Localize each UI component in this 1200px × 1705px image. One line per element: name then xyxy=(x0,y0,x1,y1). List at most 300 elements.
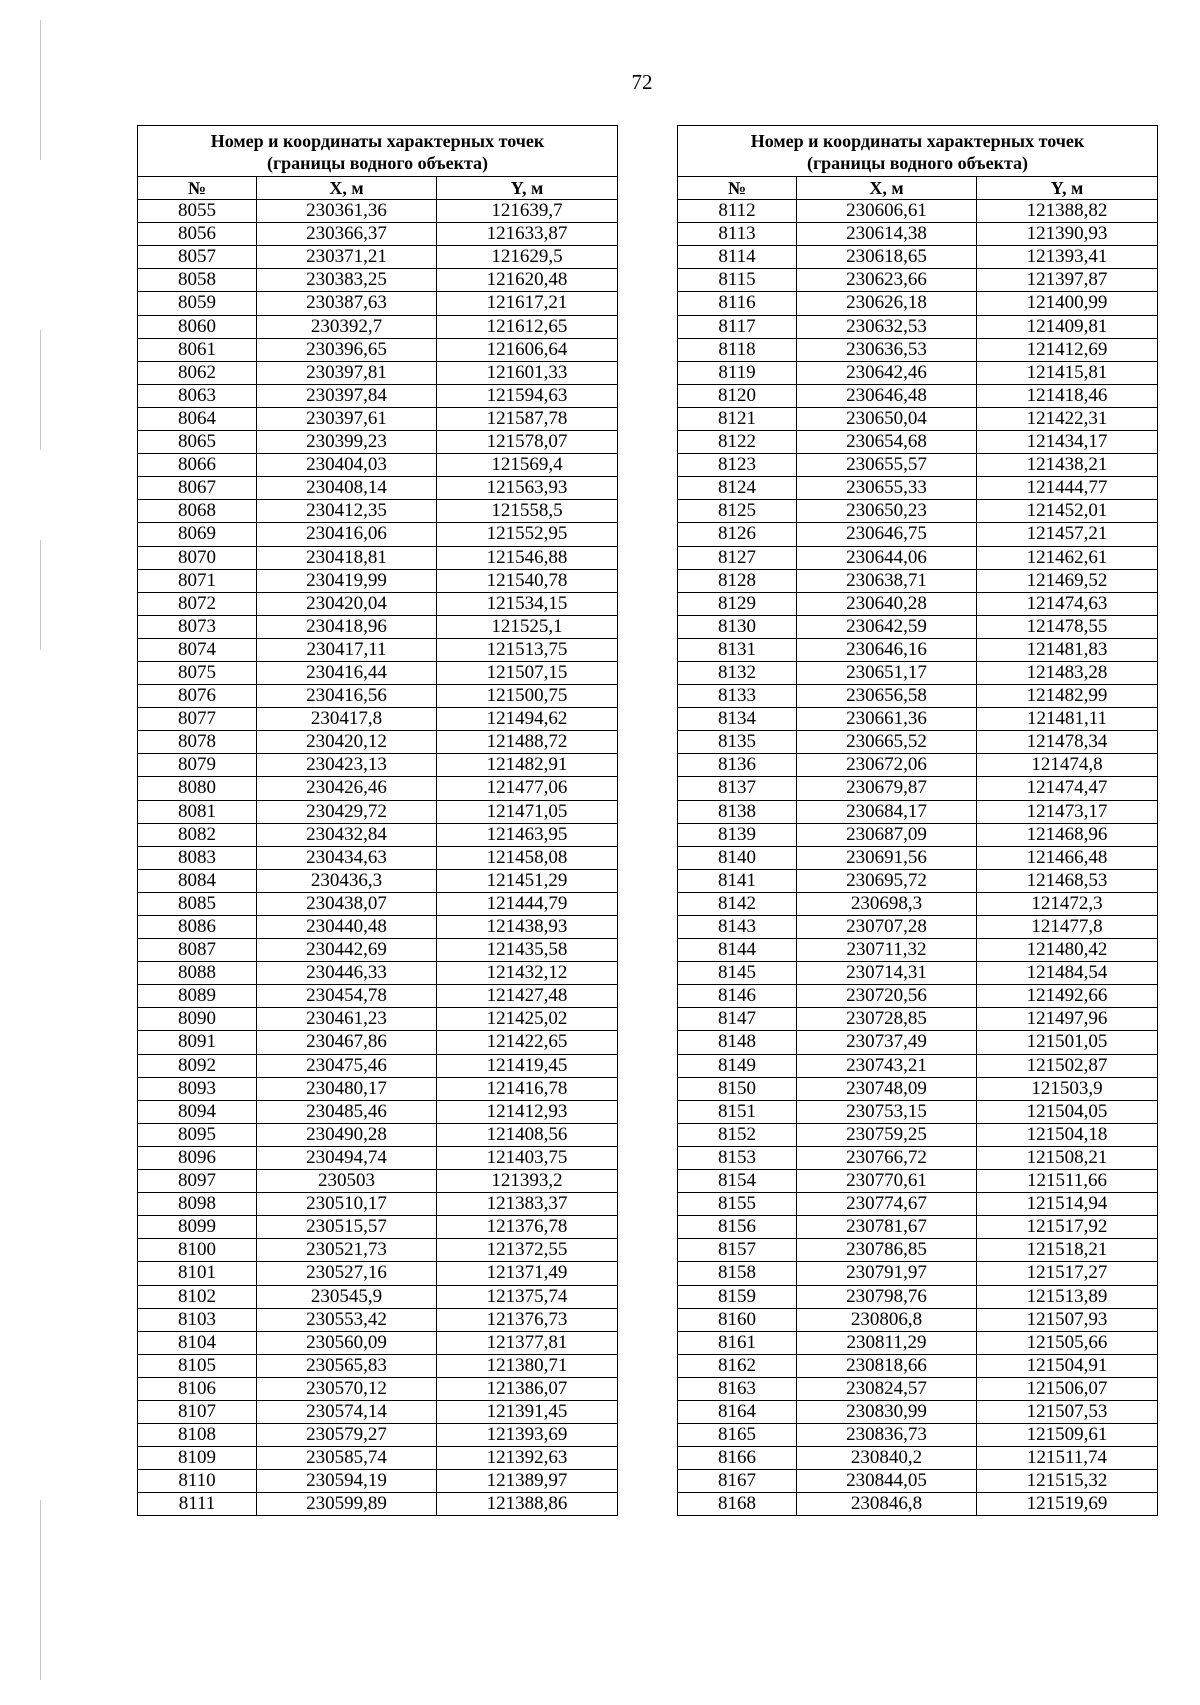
x-coordinate-cell: 230806,8 xyxy=(797,1308,977,1331)
scan-edge-mark xyxy=(40,20,41,160)
table-row xyxy=(138,292,618,315)
point-number-cell: 8099 xyxy=(138,1216,257,1239)
column-header-x: X, м xyxy=(257,177,437,200)
point-number-cell: 8129 xyxy=(678,592,797,615)
table-row xyxy=(678,1447,1158,1470)
x-coordinate-cell: 230560,09 xyxy=(257,1331,437,1354)
table-row xyxy=(678,1077,1158,1100)
x-coordinate-cell: 230594,19 xyxy=(257,1470,437,1493)
point-number-cell: 8063 xyxy=(138,384,257,407)
y-coordinate-cell: 121408,56 xyxy=(437,1123,618,1146)
point-number-cell: 8165 xyxy=(678,1424,797,1447)
table-row xyxy=(678,1239,1158,1262)
table-row xyxy=(678,361,1158,384)
y-coordinate-cell: 121506,07 xyxy=(977,1377,1158,1400)
point-number-cell: 8153 xyxy=(678,1146,797,1169)
x-coordinate-cell: 230640,28 xyxy=(797,592,977,615)
point-number-cell: 8154 xyxy=(678,1170,797,1193)
y-coordinate-cell: 121457,21 xyxy=(977,523,1158,546)
y-coordinate-cell: 121425,02 xyxy=(437,1008,618,1031)
x-coordinate-cell: 230485,46 xyxy=(257,1100,437,1123)
table-row xyxy=(678,223,1158,246)
table-row xyxy=(138,407,618,430)
table-row xyxy=(678,661,1158,684)
x-coordinate-cell: 230774,67 xyxy=(797,1193,977,1216)
table-row xyxy=(678,846,1158,869)
y-coordinate-cell: 121633,87 xyxy=(437,223,618,246)
y-coordinate-cell: 121452,01 xyxy=(977,500,1158,523)
x-coordinate-cell: 230397,61 xyxy=(257,407,437,430)
y-coordinate-cell: 121377,81 xyxy=(437,1331,618,1354)
point-number-cell: 8131 xyxy=(678,638,797,661)
point-number-cell: 8095 xyxy=(138,1123,257,1146)
x-coordinate-cell: 230408,14 xyxy=(257,477,437,500)
table-row xyxy=(678,892,1158,915)
x-coordinate-cell: 230691,56 xyxy=(797,846,977,869)
point-number-cell: 8089 xyxy=(138,985,257,1008)
x-coordinate-cell: 230626,18 xyxy=(797,292,977,315)
point-number-cell: 8155 xyxy=(678,1193,797,1216)
table-title-line1: Номер и координаты характерных точек xyxy=(210,131,545,151)
x-coordinate-cell: 230707,28 xyxy=(797,916,977,939)
x-coordinate-cell: 230638,71 xyxy=(797,569,977,592)
y-coordinate-cell: 121594,63 xyxy=(437,384,618,407)
x-coordinate-cell: 230396,65 xyxy=(257,338,437,361)
x-coordinate-cell: 230416,06 xyxy=(257,523,437,546)
y-coordinate-cell: 121569,4 xyxy=(437,454,618,477)
table-row xyxy=(138,592,618,615)
x-coordinate-cell: 230397,84 xyxy=(257,384,437,407)
y-coordinate-cell: 121507,53 xyxy=(977,1400,1158,1423)
y-coordinate-cell: 121478,34 xyxy=(977,731,1158,754)
table-row xyxy=(678,638,1158,661)
y-coordinate-cell: 121629,5 xyxy=(437,246,618,269)
y-coordinate-cell: 121371,49 xyxy=(437,1262,618,1285)
coordinates-table-right xyxy=(677,125,1158,1516)
point-number-cell: 8060 xyxy=(138,315,257,338)
point-number-cell: 8163 xyxy=(678,1377,797,1400)
x-coordinate-cell: 230417,8 xyxy=(257,708,437,731)
x-coordinate-cell: 230830,99 xyxy=(797,1400,977,1423)
point-number-cell: 8091 xyxy=(138,1031,257,1054)
x-coordinate-cell: 230646,16 xyxy=(797,638,977,661)
y-coordinate-cell: 121468,53 xyxy=(977,869,1158,892)
x-coordinate-cell: 230494,74 xyxy=(257,1146,437,1169)
point-number-cell: 8156 xyxy=(678,1216,797,1239)
column-header-number: № xyxy=(678,177,797,200)
table-row xyxy=(678,615,1158,638)
x-coordinate-cell: 230438,07 xyxy=(257,892,437,915)
x-coordinate-cell: 230753,15 xyxy=(797,1100,977,1123)
y-coordinate-cell: 121481,11 xyxy=(977,708,1158,731)
table-row xyxy=(678,407,1158,430)
point-number-cell: 8069 xyxy=(138,523,257,546)
point-number-cell: 8110 xyxy=(138,1470,257,1493)
table-row xyxy=(678,985,1158,1008)
y-coordinate-cell: 121472,3 xyxy=(977,892,1158,915)
x-coordinate-cell: 230366,37 xyxy=(257,223,437,246)
point-number-cell: 8061 xyxy=(138,338,257,361)
y-coordinate-cell: 121419,45 xyxy=(437,1054,618,1077)
point-number-cell: 8070 xyxy=(138,546,257,569)
x-coordinate-cell: 230836,73 xyxy=(797,1424,977,1447)
table-row xyxy=(138,1077,618,1100)
y-coordinate-cell: 121540,78 xyxy=(437,569,618,592)
x-coordinate-cell: 230711,32 xyxy=(797,939,977,962)
y-coordinate-cell: 121481,83 xyxy=(977,638,1158,661)
table-row xyxy=(138,777,618,800)
x-coordinate-cell: 230786,85 xyxy=(797,1239,977,1262)
point-number-cell: 8160 xyxy=(678,1308,797,1331)
y-coordinate-cell: 121514,94 xyxy=(977,1193,1158,1216)
table-row xyxy=(678,1216,1158,1239)
x-coordinate-cell: 230467,86 xyxy=(257,1031,437,1054)
x-coordinate-cell: 230737,49 xyxy=(797,1031,977,1054)
point-number-cell: 8133 xyxy=(678,685,797,708)
point-number-cell: 8064 xyxy=(138,407,257,430)
point-number-cell: 8057 xyxy=(138,246,257,269)
point-number-cell: 8071 xyxy=(138,569,257,592)
point-number-cell: 8142 xyxy=(678,892,797,915)
x-coordinate-cell: 230679,87 xyxy=(797,777,977,800)
point-number-cell: 8062 xyxy=(138,361,257,384)
x-coordinate-cell: 230371,21 xyxy=(257,246,437,269)
x-coordinate-cell: 230416,44 xyxy=(257,661,437,684)
point-number-cell: 8072 xyxy=(138,592,257,615)
x-coordinate-cell: 230503 xyxy=(257,1170,437,1193)
point-number-cell: 8117 xyxy=(678,315,797,338)
table-row xyxy=(678,1493,1158,1516)
table-row xyxy=(678,939,1158,962)
y-coordinate-cell: 121462,61 xyxy=(977,546,1158,569)
table-title xyxy=(678,126,1158,177)
x-coordinate-cell: 230383,25 xyxy=(257,269,437,292)
table-row xyxy=(678,546,1158,569)
table-row xyxy=(678,1123,1158,1146)
x-coordinate-cell: 230654,68 xyxy=(797,431,977,454)
y-coordinate-cell: 121400,99 xyxy=(977,292,1158,315)
y-coordinate-cell: 121444,79 xyxy=(437,892,618,915)
point-number-cell: 8164 xyxy=(678,1400,797,1423)
x-coordinate-cell: 230695,72 xyxy=(797,869,977,892)
table-row xyxy=(138,1308,618,1331)
y-coordinate-cell: 121478,55 xyxy=(977,615,1158,638)
point-number-cell: 8079 xyxy=(138,754,257,777)
y-coordinate-cell: 121474,47 xyxy=(977,777,1158,800)
x-coordinate-cell: 230698,3 xyxy=(797,892,977,915)
table-row xyxy=(678,1031,1158,1054)
table-row xyxy=(138,1054,618,1077)
x-coordinate-cell: 230419,99 xyxy=(257,569,437,592)
point-number-cell: 8067 xyxy=(138,477,257,500)
table-row xyxy=(138,1262,618,1285)
point-number-cell: 8116 xyxy=(678,292,797,315)
y-coordinate-cell: 121507,93 xyxy=(977,1308,1158,1331)
column-header-number: № xyxy=(138,177,257,200)
point-number-cell: 8146 xyxy=(678,985,797,1008)
table-row xyxy=(138,1354,618,1377)
y-coordinate-cell: 121434,17 xyxy=(977,431,1158,454)
table-row xyxy=(678,1054,1158,1077)
table-row xyxy=(678,800,1158,823)
y-coordinate-cell: 121391,45 xyxy=(437,1400,618,1423)
y-coordinate-cell: 121451,29 xyxy=(437,869,618,892)
table-row xyxy=(138,731,618,754)
point-number-cell: 8161 xyxy=(678,1331,797,1354)
point-number-cell: 8168 xyxy=(678,1493,797,1516)
point-number-cell: 8066 xyxy=(138,454,257,477)
table-row xyxy=(138,962,618,985)
point-number-cell: 8058 xyxy=(138,269,257,292)
point-number-cell: 8162 xyxy=(678,1354,797,1377)
table-row xyxy=(678,754,1158,777)
point-number-cell: 8097 xyxy=(138,1170,257,1193)
table-row xyxy=(678,431,1158,454)
y-coordinate-cell: 121389,97 xyxy=(437,1470,618,1493)
x-coordinate-cell: 230618,65 xyxy=(797,246,977,269)
point-number-cell: 8145 xyxy=(678,962,797,985)
point-number-cell: 8094 xyxy=(138,1100,257,1123)
point-number-cell: 8096 xyxy=(138,1146,257,1169)
y-coordinate-cell: 121468,96 xyxy=(977,823,1158,846)
y-coordinate-cell: 121504,05 xyxy=(977,1100,1158,1123)
point-number-cell: 8107 xyxy=(138,1400,257,1423)
table-row xyxy=(138,1123,618,1146)
table-row xyxy=(138,846,618,869)
y-coordinate-cell: 121383,37 xyxy=(437,1193,618,1216)
point-number-cell: 8086 xyxy=(138,916,257,939)
point-number-cell: 8090 xyxy=(138,1008,257,1031)
y-coordinate-cell: 121469,52 xyxy=(977,569,1158,592)
y-coordinate-cell: 121505,66 xyxy=(977,1331,1158,1354)
table-row xyxy=(678,1377,1158,1400)
x-coordinate-cell: 230585,74 xyxy=(257,1447,437,1470)
table-row xyxy=(138,1470,618,1493)
x-coordinate-cell: 230412,35 xyxy=(257,500,437,523)
point-number-cell: 8126 xyxy=(678,523,797,546)
point-number-cell: 8115 xyxy=(678,269,797,292)
y-coordinate-cell: 121511,74 xyxy=(977,1447,1158,1470)
table-row xyxy=(678,477,1158,500)
point-number-cell: 8120 xyxy=(678,384,797,407)
point-number-cell: 8065 xyxy=(138,431,257,454)
x-coordinate-cell: 230636,53 xyxy=(797,338,977,361)
point-number-cell: 8084 xyxy=(138,869,257,892)
y-coordinate-cell: 121393,69 xyxy=(437,1424,618,1447)
table-row xyxy=(678,1424,1158,1447)
table-row xyxy=(678,569,1158,592)
y-coordinate-cell: 121504,91 xyxy=(977,1354,1158,1377)
point-number-cell: 8078 xyxy=(138,731,257,754)
y-coordinate-cell: 121587,78 xyxy=(437,407,618,430)
point-number-cell: 8104 xyxy=(138,1331,257,1354)
table-row xyxy=(138,223,618,246)
x-coordinate-cell: 230646,75 xyxy=(797,523,977,546)
table-row xyxy=(678,708,1158,731)
x-coordinate-cell: 230416,56 xyxy=(257,685,437,708)
point-number-cell: 8150 xyxy=(678,1077,797,1100)
table-row xyxy=(678,269,1158,292)
y-coordinate-cell: 121477,8 xyxy=(977,916,1158,939)
table-row xyxy=(678,1146,1158,1169)
y-coordinate-cell: 121494,62 xyxy=(437,708,618,731)
y-coordinate-cell: 121474,8 xyxy=(977,754,1158,777)
y-coordinate-cell: 121488,72 xyxy=(437,731,618,754)
point-number-cell: 8128 xyxy=(678,569,797,592)
table-body xyxy=(678,200,1158,1516)
point-number-cell: 8157 xyxy=(678,1239,797,1262)
point-number-cell: 8124 xyxy=(678,477,797,500)
point-number-cell: 8074 xyxy=(138,638,257,661)
x-coordinate-cell: 230553,42 xyxy=(257,1308,437,1331)
x-coordinate-cell: 230672,06 xyxy=(797,754,977,777)
table-row xyxy=(138,246,618,269)
table-row xyxy=(678,292,1158,315)
x-coordinate-cell: 230606,61 xyxy=(797,200,977,223)
coordinates-table-left xyxy=(137,125,618,1516)
y-coordinate-cell: 121386,07 xyxy=(437,1377,618,1400)
table-row xyxy=(138,1331,618,1354)
x-coordinate-cell: 230846,8 xyxy=(797,1493,977,1516)
y-coordinate-cell: 121502,87 xyxy=(977,1054,1158,1077)
table-row xyxy=(138,1100,618,1123)
point-number-cell: 8106 xyxy=(138,1377,257,1400)
y-coordinate-cell: 121563,93 xyxy=(437,477,618,500)
point-number-cell: 8134 xyxy=(678,708,797,731)
table-row xyxy=(678,1170,1158,1193)
x-coordinate-cell: 230748,09 xyxy=(797,1077,977,1100)
x-coordinate-cell: 230440,48 xyxy=(257,916,437,939)
point-number-cell: 8102 xyxy=(138,1285,257,1308)
point-number-cell: 8092 xyxy=(138,1054,257,1077)
y-coordinate-cell: 121471,05 xyxy=(437,800,618,823)
point-number-cell: 8122 xyxy=(678,431,797,454)
y-coordinate-cell: 121432,12 xyxy=(437,962,618,985)
x-coordinate-cell: 230781,67 xyxy=(797,1216,977,1239)
y-coordinate-cell: 121480,42 xyxy=(977,939,1158,962)
x-coordinate-cell: 230632,53 xyxy=(797,315,977,338)
point-number-cell: 8055 xyxy=(138,200,257,223)
x-coordinate-cell: 230429,72 xyxy=(257,800,437,823)
point-number-cell: 8056 xyxy=(138,223,257,246)
point-number-cell: 8087 xyxy=(138,939,257,962)
point-number-cell: 8166 xyxy=(678,1447,797,1470)
y-coordinate-cell: 121519,69 xyxy=(977,1493,1158,1516)
y-coordinate-cell: 121438,21 xyxy=(977,454,1158,477)
table-row xyxy=(138,754,618,777)
x-coordinate-cell: 230579,27 xyxy=(257,1424,437,1447)
point-number-cell: 8108 xyxy=(138,1424,257,1447)
table-title-line2: (границы водного объекта) xyxy=(266,153,489,173)
table-row xyxy=(678,1354,1158,1377)
y-coordinate-cell: 121438,93 xyxy=(437,916,618,939)
point-number-cell: 8139 xyxy=(678,823,797,846)
table-row xyxy=(678,1100,1158,1123)
y-coordinate-cell: 121513,89 xyxy=(977,1285,1158,1308)
x-coordinate-cell: 230490,28 xyxy=(257,1123,437,1146)
page-number: 72 xyxy=(631,70,653,94)
x-coordinate-cell: 230743,21 xyxy=(797,1054,977,1077)
y-coordinate-cell: 121397,87 xyxy=(977,269,1158,292)
x-coordinate-cell: 230650,04 xyxy=(797,407,977,430)
table-row xyxy=(678,1285,1158,1308)
y-coordinate-cell: 121412,93 xyxy=(437,1100,618,1123)
x-coordinate-cell: 230728,85 xyxy=(797,1008,977,1031)
y-coordinate-cell: 121617,21 xyxy=(437,292,618,315)
x-coordinate-cell: 230798,76 xyxy=(797,1285,977,1308)
x-coordinate-cell: 230614,38 xyxy=(797,223,977,246)
x-coordinate-cell: 230361,36 xyxy=(257,200,437,223)
table-row xyxy=(138,500,618,523)
table-row xyxy=(138,569,618,592)
table-row xyxy=(138,708,618,731)
point-number-cell: 8081 xyxy=(138,800,257,823)
point-number-cell: 8073 xyxy=(138,615,257,638)
table-row xyxy=(678,246,1158,269)
table-row xyxy=(138,1170,618,1193)
x-coordinate-cell: 230454,78 xyxy=(257,985,437,1008)
table-row xyxy=(138,985,618,1008)
y-coordinate-cell: 121376,78 xyxy=(437,1216,618,1239)
table-row xyxy=(678,1331,1158,1354)
x-coordinate-cell: 230642,46 xyxy=(797,361,977,384)
point-number-cell: 8121 xyxy=(678,407,797,430)
table-row xyxy=(678,500,1158,523)
y-coordinate-cell: 121501,05 xyxy=(977,1031,1158,1054)
point-number-cell: 8080 xyxy=(138,777,257,800)
x-coordinate-cell: 230545,9 xyxy=(257,1285,437,1308)
x-coordinate-cell: 230392,7 xyxy=(257,315,437,338)
point-number-cell: 8068 xyxy=(138,500,257,523)
x-coordinate-cell: 230665,52 xyxy=(797,731,977,754)
x-coordinate-cell: 230791,97 xyxy=(797,1262,977,1285)
x-coordinate-cell: 230661,36 xyxy=(797,708,977,731)
table-row xyxy=(678,685,1158,708)
x-coordinate-cell: 230642,59 xyxy=(797,615,977,638)
point-number-cell: 8112 xyxy=(678,200,797,223)
y-coordinate-cell: 121497,96 xyxy=(977,1008,1158,1031)
column-header-y: Y, м xyxy=(977,177,1158,200)
y-coordinate-cell: 121422,31 xyxy=(977,407,1158,430)
point-number-cell: 8147 xyxy=(678,1008,797,1031)
x-coordinate-cell: 230436,3 xyxy=(257,869,437,892)
y-coordinate-cell: 121435,58 xyxy=(437,939,618,962)
y-coordinate-cell: 121415,81 xyxy=(977,361,1158,384)
y-coordinate-cell: 121525,1 xyxy=(437,615,618,638)
y-coordinate-cell: 121601,33 xyxy=(437,361,618,384)
y-coordinate-cell: 121515,32 xyxy=(977,1470,1158,1493)
table-row xyxy=(678,1262,1158,1285)
scan-edge-mark xyxy=(40,330,41,450)
point-number-cell: 8151 xyxy=(678,1100,797,1123)
x-coordinate-cell: 230650,23 xyxy=(797,500,977,523)
x-coordinate-cell: 230655,33 xyxy=(797,477,977,500)
y-coordinate-cell: 121418,46 xyxy=(977,384,1158,407)
table-title xyxy=(138,126,618,177)
scan-edge-mark xyxy=(40,540,41,650)
table-row xyxy=(138,1146,618,1169)
y-coordinate-cell: 121534,15 xyxy=(437,592,618,615)
point-number-cell: 8148 xyxy=(678,1031,797,1054)
point-number-cell: 8152 xyxy=(678,1123,797,1146)
y-coordinate-cell: 121444,77 xyxy=(977,477,1158,500)
table-row xyxy=(138,1400,618,1423)
x-coordinate-cell: 230475,46 xyxy=(257,1054,437,1077)
y-coordinate-cell: 121393,2 xyxy=(437,1170,618,1193)
y-coordinate-cell: 121612,65 xyxy=(437,315,618,338)
table-row xyxy=(138,1377,618,1400)
column-header-y: Y, м xyxy=(437,177,618,200)
